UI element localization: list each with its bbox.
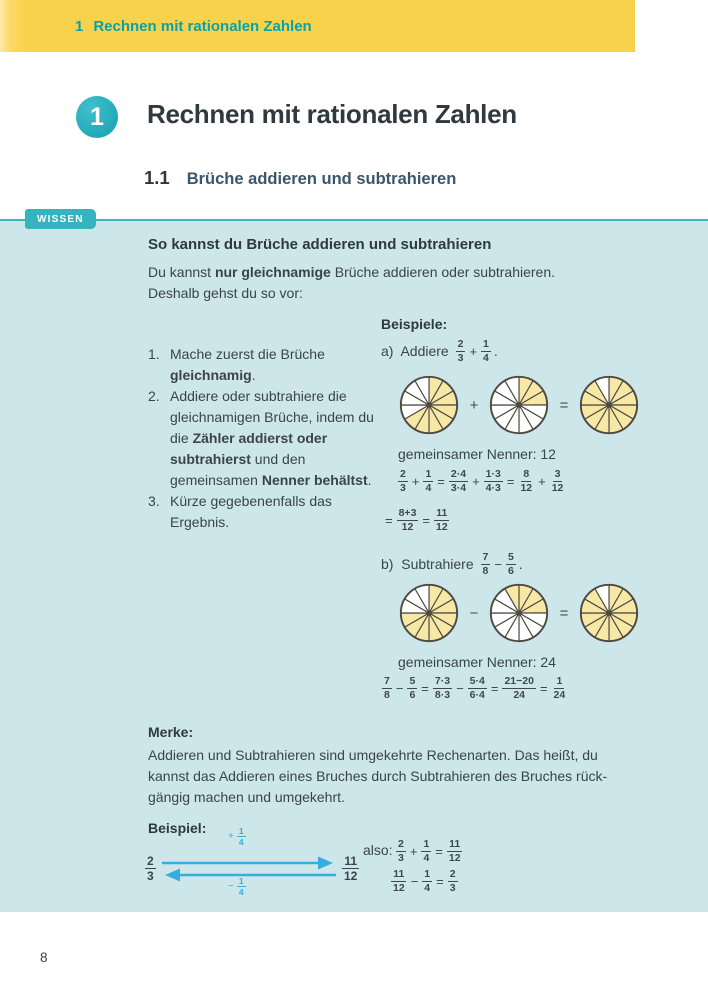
list-item (148, 344, 376, 386)
text: Brüche addieren oder subtrahieren. (330, 264, 556, 280)
pie-chart-a2 (487, 373, 551, 437)
text-line (148, 283, 555, 304)
item-text (170, 386, 376, 491)
list-item (148, 386, 376, 491)
operator: = (437, 473, 445, 489)
pie-chart-b3 (577, 581, 641, 645)
common-denominator-b: gemeinsamer Nenner: 24 (398, 654, 556, 670)
pie-chart-b1 (397, 581, 461, 645)
fraction: $\frac{1}{4}$ (238, 876, 244, 898)
chapter-title: Rechnen mit rationalen Zahlen (147, 99, 517, 129)
bold-text: nur gleichnamige (214, 264, 331, 280)
operator: = (436, 873, 444, 889)
section-title: Brüche addieren und subtrahieren (186, 170, 457, 188)
text-line: gängig machen und umgekehrt. (148, 789, 345, 805)
common-denominator-a: gemeinsamer Nenner: 12 (398, 446, 556, 462)
fraction: $\frac{8+3}{12}$ (398, 507, 417, 533)
text: Mache zuerst die Brüche (170, 346, 325, 362)
operator: − (410, 873, 419, 889)
wissen-badge (25, 209, 96, 229)
fraction: $\frac{1}{4}$ (424, 868, 431, 894)
operator: + (228, 831, 234, 843)
text-line: Addieren und Subtrahieren sind umgekehrte Rechenarten. Das heißt, du (148, 747, 598, 763)
text: Deshalb gehst du so vor: (148, 285, 303, 301)
fraction: $\frac{11}{12}$ (344, 854, 358, 884)
page-number: 8 (40, 950, 48, 965)
fraction: $\frac{1\cdot 3}{4\cdot 3}$ (485, 468, 501, 494)
steps-list (148, 344, 376, 533)
formula-a-line1 (398, 468, 565, 494)
top-arrow-head (318, 857, 333, 870)
fraction: $\frac{7\cdot 3}{8\cdot 3}$ (434, 675, 451, 701)
fraction: $\frac{1}{4}$ (483, 338, 489, 364)
operator: + (469, 343, 478, 359)
bold-text: Zähler addierst oder subtrahierst (170, 430, 328, 467)
chapter-number-badge (76, 96, 118, 138)
example-a-intro (381, 338, 498, 364)
formula-text: a) Addiere (381, 343, 453, 360)
example-b-intro (381, 551, 523, 577)
pie-chart-a1 (397, 373, 461, 437)
fraction: $\frac{1}{4}$ (425, 468, 432, 494)
header-chapter-number: 1 (75, 17, 84, 35)
operator: − (469, 604, 479, 622)
item-text (170, 491, 376, 533)
box-heading: So kannst du Brüche addieren und subtrahieren (148, 236, 492, 253)
text-line: kannst das Addieren eines Bruches durch Subtrahieren des Bruches rück- (148, 768, 608, 784)
pie-row-a (397, 373, 641, 437)
text: und den gemeinsamen (170, 451, 306, 488)
formula-text: b) Subtrahiere (381, 556, 478, 573)
header-chapter-title: Rechnen mit rationalen Zahlen (93, 17, 312, 35)
operator: = (435, 843, 443, 859)
fraction: $\frac{2\cdot 4}{3\cdot 4}$ (450, 468, 467, 494)
fraction: $\frac{21-20}{24}$ (504, 675, 534, 701)
formula-text: . (493, 343, 498, 360)
bottom-arrow-head (165, 869, 180, 882)
right-fraction (342, 852, 359, 884)
pie-svg (487, 581, 551, 645)
text: Kürze gegebenenfalls das Ergebnis. (170, 493, 332, 530)
operator: = (559, 604, 569, 622)
fraction: $\frac{2}{3}$ (400, 468, 406, 494)
fraction: $\frac{5\cdot 4}{6\cdot 4}$ (469, 675, 485, 701)
text-line (148, 262, 555, 283)
pie-svg (397, 373, 461, 437)
operator: = (422, 512, 430, 528)
operator: + (538, 473, 546, 489)
fraction: $\frac{11}{12}$ (448, 838, 461, 864)
fraction: $\frac{5}{6}$ (409, 675, 416, 701)
examples-label: Beispiele: (381, 316, 448, 332)
merke-text (148, 745, 607, 808)
top-header-bar (0, 0, 635, 52)
bold-text: gleichnamig (170, 367, 252, 383)
pie-svg (397, 581, 461, 645)
list-item (148, 491, 376, 533)
section-number: 1.1 (144, 167, 170, 188)
operator: = (421, 680, 429, 696)
text: Addiere oder subtrahiere die gleichnamigen Brüche, indem du die (170, 388, 374, 446)
minus-quarter-label (227, 876, 246, 897)
fraction: $\frac{2}{3}$ (457, 338, 464, 364)
text: . (251, 367, 256, 383)
fraction: $\frac{1}{4}$ (423, 838, 430, 864)
fraction: $\frac{7}{8}$ (482, 551, 489, 577)
pie-svg (577, 581, 641, 645)
bold-text: Nenner behältst (261, 472, 368, 488)
pie-svg (577, 373, 641, 437)
pie-chart-a3 (577, 373, 641, 437)
operator: = (490, 680, 499, 696)
plus-quarter-label (227, 826, 246, 847)
pie-svg (487, 373, 551, 437)
operator: = (385, 512, 393, 528)
fraction: $\frac{8}{12}$ (520, 468, 533, 494)
fraction: $\frac{2}{3}$ (449, 868, 456, 894)
item-number: 3. (148, 493, 160, 509)
pie-row-b (397, 581, 641, 645)
formula-b-line1 (382, 675, 567, 701)
text: . (367, 472, 372, 488)
text: Du kannst (148, 264, 215, 280)
operator: + (472, 473, 480, 489)
intro-paragraph (148, 262, 555, 304)
merke-label: Merke: (148, 724, 194, 740)
also-formula-1 (396, 838, 463, 864)
operator: = (506, 473, 515, 489)
left-fraction (145, 852, 156, 884)
item-text (170, 344, 376, 386)
operator: − (228, 881, 234, 893)
wissen-label: WISSEN (37, 213, 84, 225)
fraction: $\frac{11}{12}$ (436, 507, 448, 533)
pie-chart-b2 (487, 581, 551, 645)
fraction: $\frac{2}{3}$ (398, 838, 404, 864)
item-number: 1. (148, 346, 160, 362)
formula-a-line2 (384, 507, 450, 533)
operator: − (395, 680, 404, 696)
formula-text: . (518, 556, 523, 573)
fraction: $\frac{1}{24}$ (553, 675, 566, 701)
operator: = (539, 680, 548, 696)
section-heading (144, 167, 456, 189)
fraction: $\frac{11}{12}$ (393, 868, 405, 894)
operator: + (411, 473, 420, 489)
also-label: also: (363, 842, 393, 858)
chapter-number: 1 (90, 102, 104, 131)
fraction: $\frac{2}{3}$ (147, 854, 154, 884)
beispiel-label: Beispiel: (148, 820, 207, 836)
also-formula-2 (391, 868, 458, 894)
operator: − (456, 680, 464, 696)
operator: + (409, 843, 418, 859)
fraction: $\frac{5}{6}$ (507, 551, 514, 577)
arrow-diagram (160, 847, 340, 893)
item-number: 2. (148, 388, 160, 404)
knowledge-box (0, 219, 708, 912)
fraction: $\frac{1}{4}$ (238, 826, 244, 848)
operator: = (559, 396, 569, 414)
operator: − (494, 556, 502, 572)
operator: + (469, 396, 479, 414)
fraction: $\frac{3}{12}$ (551, 468, 564, 494)
fraction: $\frac{7}{8}$ (384, 675, 390, 701)
